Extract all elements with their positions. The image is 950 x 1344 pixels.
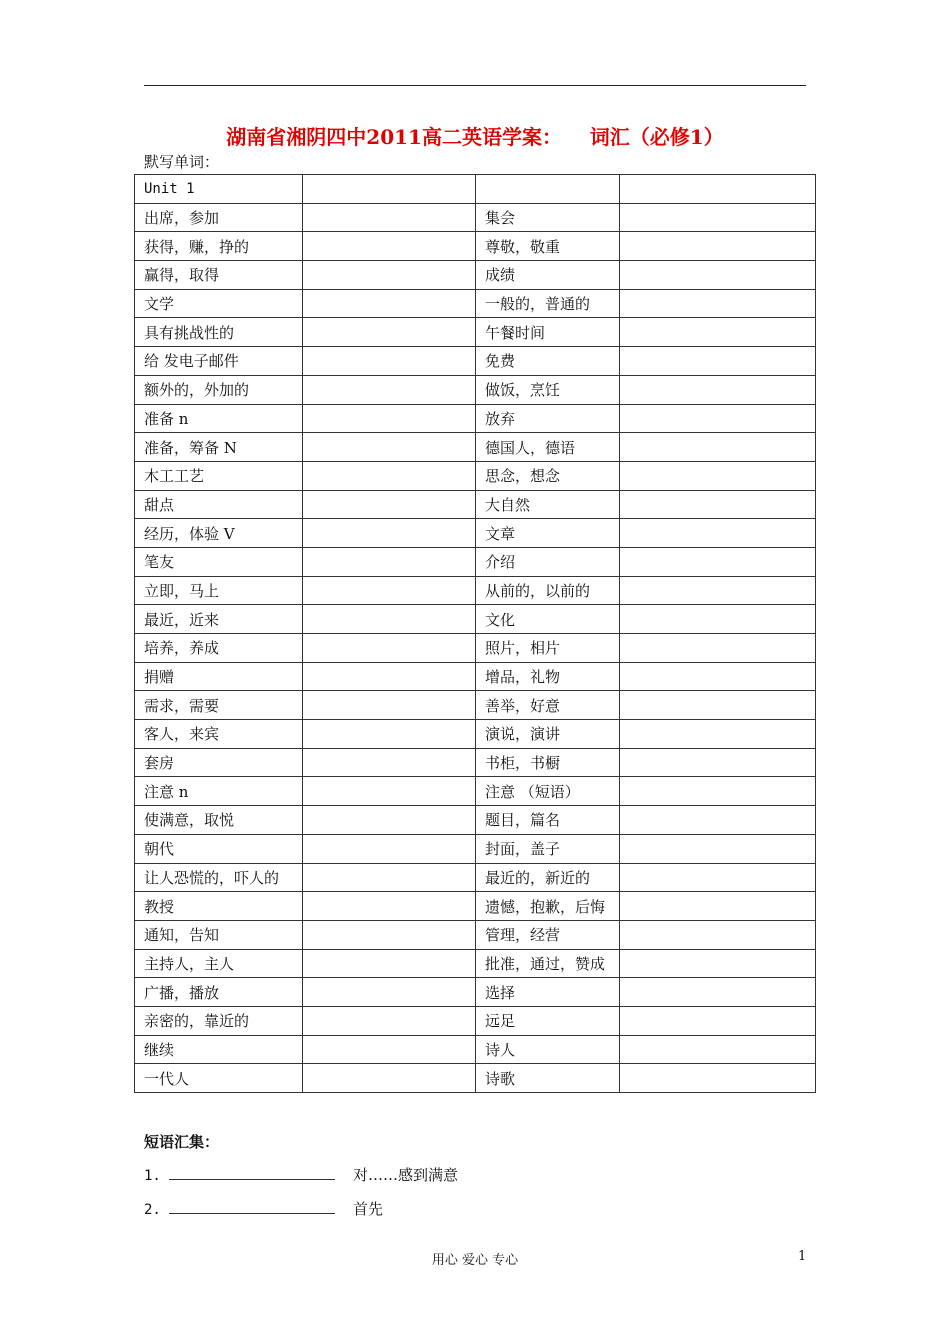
page-footer: 用心 爱心 专心 — [431, 1253, 519, 1268]
term-cell-left: 培养，养成 — [135, 634, 303, 663]
answer-cell-left[interactable] — [303, 748, 476, 777]
term-cell-left: 需求，需要 — [135, 691, 303, 720]
term-cell-right: 最近的，新近的 — [476, 863, 620, 892]
answer-cell-right[interactable] — [620, 375, 816, 404]
vocab-row — [135, 634, 816, 663]
term-cell-left: 朝代 — [135, 834, 303, 863]
answer-cell-right[interactable] — [620, 748, 816, 777]
answer-cell-left[interactable] — [303, 1035, 476, 1064]
vocab-row — [135, 261, 816, 290]
term-cell-left: 赢得，取得 — [135, 261, 303, 290]
term-cell-left: 通知，告知 — [135, 920, 303, 949]
term-cell-right: 一般的，普通的 — [476, 289, 620, 318]
term-cell-left: 立即，马上 — [135, 576, 303, 605]
vocab-row — [135, 289, 816, 318]
vocab-row — [135, 777, 816, 806]
answer-cell-left[interactable] — [303, 318, 476, 347]
vocab-row — [135, 834, 816, 863]
answer-cell-right[interactable] — [620, 720, 816, 749]
answer-cell-right[interactable] — [620, 261, 816, 290]
term-cell-right: 封面，盖子 — [476, 834, 620, 863]
answer-cell-right[interactable] — [620, 232, 816, 261]
term-cell-right: 放弃 — [476, 404, 620, 433]
vocab-row — [135, 1064, 816, 1093]
vocab-row — [135, 806, 816, 835]
term-cell-left: 木工工艺 — [135, 461, 303, 490]
answer-cell-right[interactable] — [620, 1006, 816, 1035]
term-cell-left: 获得，赚，挣的 — [135, 232, 303, 261]
answer-cell-left[interactable] — [303, 347, 476, 376]
answer-cell-left[interactable] — [303, 691, 476, 720]
term-cell-right: 诗人 — [476, 1035, 620, 1064]
answer-cell-left[interactable] — [303, 461, 476, 490]
answer-cell-right[interactable] — [620, 547, 816, 576]
answer-cell-right[interactable] — [620, 404, 816, 433]
vocabulary-table-body — [135, 175, 816, 1093]
answer-cell-left[interactable] — [303, 777, 476, 806]
answer-cell-left[interactable] — [303, 634, 476, 663]
vocab-row — [135, 404, 816, 433]
answer-cell-right[interactable] — [620, 1064, 816, 1093]
term-cell-left: 继续 — [135, 1035, 303, 1064]
term-cell-right: 从前的，以前的 — [476, 576, 620, 605]
term-cell-right: 照片，相片 — [476, 634, 620, 663]
vocab-row — [135, 576, 816, 605]
term-cell-left: 亲密的，靠近的 — [135, 1006, 303, 1035]
answer-cell-left[interactable] — [303, 203, 476, 232]
term-cell-right: 成绩 — [476, 261, 620, 290]
answer-cell-right[interactable] — [620, 576, 816, 605]
vocab-row — [135, 547, 816, 576]
answer-cell-left[interactable] — [303, 519, 476, 548]
vocab-row — [135, 433, 816, 462]
answer-cell-right[interactable] — [620, 1035, 816, 1064]
answer-cell-left[interactable] — [303, 289, 476, 318]
term-cell-right: 注意 （短语） — [476, 777, 620, 806]
vocab-row — [135, 978, 816, 1007]
term-cell-right: 演说，演讲 — [476, 720, 620, 749]
term-cell-left: 主持人，主人 — [135, 949, 303, 978]
term-cell-left: 捐赠 — [135, 662, 303, 691]
vocab-row — [135, 720, 816, 749]
vocab-row — [135, 232, 816, 261]
header-rule — [144, 85, 806, 86]
answer-cell-right[interactable] — [620, 347, 816, 376]
term-cell-left: 额外的，外加的 — [135, 375, 303, 404]
answer-cell-right[interactable] — [620, 892, 816, 921]
term-cell-left: 使满意，取悦 — [135, 806, 303, 835]
answer-cell-right[interactable] — [620, 605, 816, 634]
vocab-row — [135, 461, 816, 490]
answer-cell-right[interactable] — [620, 289, 816, 318]
term-cell-left: 广播，播放 — [135, 978, 303, 1007]
term-cell-right: 思念，想念 — [476, 461, 620, 490]
term-cell-right: 批准，通过，赞成 — [476, 949, 620, 978]
term-cell-right: 尊敬，敬重 — [476, 232, 620, 261]
term-cell-left: 教授 — [135, 892, 303, 921]
answer-cell-right[interactable] — [620, 461, 816, 490]
term-cell-left: 客人，来宾 — [135, 720, 303, 749]
answer-cell-right[interactable] — [620, 949, 816, 978]
answer-cell-left[interactable] — [303, 605, 476, 634]
term-cell-left: 具有挑战性的 — [135, 318, 303, 347]
vocab-row — [135, 691, 816, 720]
vocab-row — [135, 920, 816, 949]
vocab-row — [135, 347, 816, 376]
term-cell-right: 集会 — [476, 203, 620, 232]
vocab-row — [135, 1006, 816, 1035]
phrase-meaning: 首先 — [353, 1200, 384, 1218]
term-cell-right: 做饭，烹饪 — [476, 375, 620, 404]
phrase-item — [144, 1198, 383, 1219]
term-cell-right: 德国人，德语 — [476, 433, 620, 462]
answer-cell-left[interactable] — [303, 949, 476, 978]
term-cell-right: 管理，经营 — [476, 920, 620, 949]
answer-cell-left[interactable] — [303, 433, 476, 462]
answer-cell-left[interactable] — [303, 375, 476, 404]
answer-cell-left[interactable] — [303, 175, 476, 204]
vocab-row — [135, 519, 816, 548]
answer-cell-right[interactable] — [620, 920, 816, 949]
term-cell-left: 经历，体验 V — [135, 519, 303, 548]
term-cell-left: 最近，近来 — [135, 605, 303, 634]
term-cell-right: 诗歌 — [476, 1064, 620, 1093]
answer-cell-left[interactable] — [303, 576, 476, 605]
page-number: 1 — [798, 1249, 807, 1264]
vocab-row — [135, 892, 816, 921]
phrase-number: 2. — [144, 1202, 161, 1218]
answer-cell-left[interactable] — [303, 232, 476, 261]
phrase-number: 1. — [144, 1168, 161, 1184]
answer-cell-left[interactable] — [303, 978, 476, 1007]
term-cell-right: 增品，礼物 — [476, 662, 620, 691]
term-cell-left: 出席，参加 — [135, 203, 303, 232]
answer-cell-left[interactable] — [303, 1064, 476, 1093]
term-cell-right: 远足 — [476, 1006, 620, 1035]
answer-cell-left[interactable] — [303, 892, 476, 921]
vocab-row — [135, 748, 816, 777]
phrase-answer-blank[interactable] — [169, 1201, 335, 1214]
answer-cell-right[interactable] — [620, 863, 816, 892]
term-cell-right: 介绍 — [476, 547, 620, 576]
answer-cell-right[interactable] — [620, 806, 816, 835]
term-cell-right — [476, 175, 620, 204]
term-cell-left: 让人恐慌的，吓人的 — [135, 863, 303, 892]
answer-cell-right[interactable] — [620, 490, 816, 519]
vocab-row — [135, 1035, 816, 1064]
vocab-row — [135, 949, 816, 978]
term-cell-right: 遗憾，抱歉，后悔 — [476, 892, 620, 921]
term-cell-right: 题目，篇名 — [476, 806, 620, 835]
phrase-answer-blank[interactable] — [169, 1167, 335, 1180]
answer-cell-right[interactable] — [620, 519, 816, 548]
phrase-meaning: 对……感到满意 — [353, 1166, 459, 1184]
term-cell-right: 选择 — [476, 978, 620, 1007]
term-cell-right: 大自然 — [476, 490, 620, 519]
term-cell-left: 准备，筹备 N — [135, 433, 303, 462]
answer-cell-right[interactable] — [620, 662, 816, 691]
term-cell-right: 书柜，书橱 — [476, 748, 620, 777]
term-cell-left: 给 发电子邮件 — [135, 347, 303, 376]
answer-cell-right[interactable] — [620, 175, 816, 204]
answer-cell-left[interactable] — [303, 404, 476, 433]
answer-cell-right[interactable] — [620, 691, 816, 720]
term-cell-left: 笔友 — [135, 547, 303, 576]
vocab-row — [135, 863, 816, 892]
answer-cell-left[interactable] — [303, 261, 476, 290]
answer-cell-left[interactable] — [303, 720, 476, 749]
phrases-heading: 短语汇集： — [144, 1133, 220, 1151]
answer-cell-right[interactable] — [620, 203, 816, 232]
answer-cell-left[interactable] — [303, 806, 476, 835]
vocab-row — [135, 490, 816, 519]
term-cell-left: 套房 — [135, 748, 303, 777]
term-cell-right: 善举，好意 — [476, 691, 620, 720]
answer-cell-left[interactable] — [303, 920, 476, 949]
term-cell-left: 甜点 — [135, 490, 303, 519]
answer-cell-left[interactable] — [303, 1006, 476, 1035]
answer-cell-right[interactable] — [620, 433, 816, 462]
answer-cell-left[interactable] — [303, 490, 476, 519]
term-cell-left: 文学 — [135, 289, 303, 318]
section-label-dictation: 默写单词： — [144, 153, 220, 171]
term-cell-left: 准备 n — [135, 404, 303, 433]
term-cell-left: 一代人 — [135, 1064, 303, 1093]
vocab-row — [135, 662, 816, 691]
term-cell-right: 免费 — [476, 347, 620, 376]
term-cell-right: 文章 — [476, 519, 620, 548]
vocab-row — [135, 605, 816, 634]
answer-cell-right[interactable] — [620, 834, 816, 863]
vocab-row — [135, 175, 816, 204]
vocab-row — [135, 318, 816, 347]
answer-cell-left[interactable] — [303, 834, 476, 863]
document-title: 湖南省湘阴四中2011高二英语学案： 词汇（必修1） — [226, 125, 724, 149]
phrase-item — [144, 1164, 458, 1185]
answer-cell-right[interactable] — [620, 318, 816, 347]
vocabulary-table — [134, 174, 816, 1093]
answer-cell-right[interactable] — [620, 777, 816, 806]
answer-cell-left[interactable] — [303, 662, 476, 691]
vocab-row — [135, 203, 816, 232]
term-cell-right: 文化 — [476, 605, 620, 634]
vocab-row — [135, 375, 816, 404]
answer-cell-left[interactable] — [303, 863, 476, 892]
answer-cell-right[interactable] — [620, 634, 816, 663]
term-cell-left: Unit 1 — [135, 175, 303, 204]
term-cell-right: 午餐时间 — [476, 318, 620, 347]
answer-cell-right[interactable] — [620, 978, 816, 1007]
answer-cell-left[interactable] — [303, 547, 476, 576]
term-cell-left: 注意 n — [135, 777, 303, 806]
